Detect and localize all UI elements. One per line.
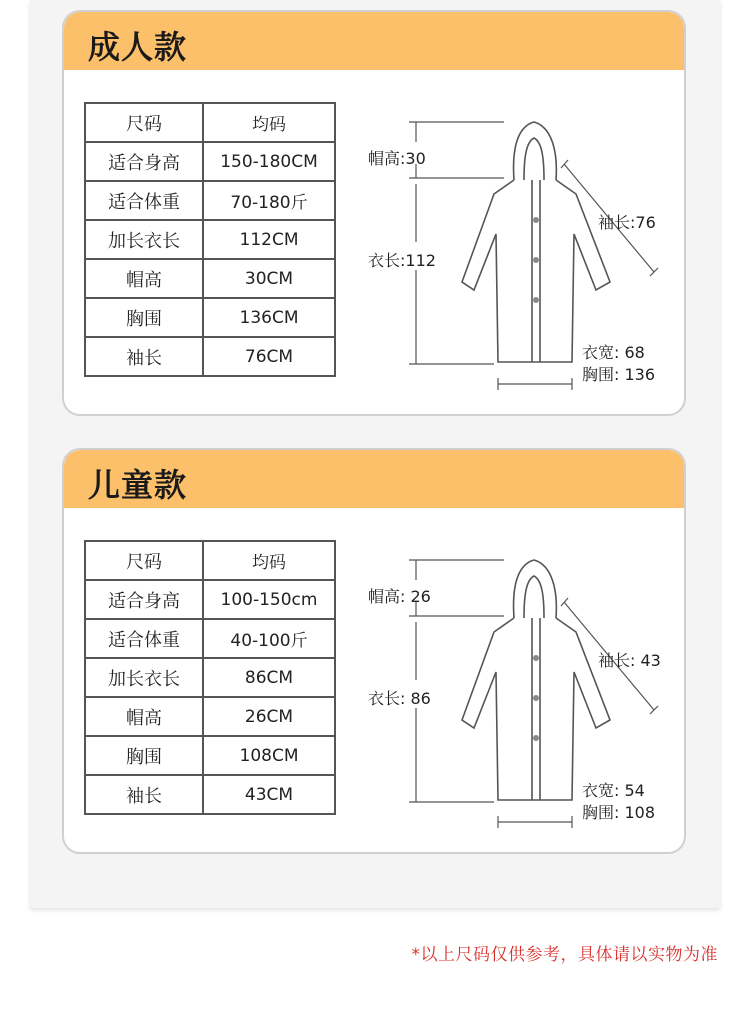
chest-label: 胸围: 136 bbox=[582, 365, 656, 384]
row-value: 86CM bbox=[203, 658, 335, 697]
row-value: 40-100斤 bbox=[203, 619, 335, 658]
table-header-row bbox=[85, 103, 335, 142]
table-row bbox=[85, 181, 335, 220]
header-cell: 均码 bbox=[203, 541, 335, 580]
size-disclaimer: *以上尺码仅供参考，具体请以实物为准 bbox=[411, 945, 718, 965]
adult-size-section bbox=[62, 10, 686, 416]
row-value: 136CM bbox=[203, 298, 335, 337]
coat-width-label: 衣宽: 68 bbox=[582, 343, 645, 362]
hood-height-label: 帽高:30 bbox=[368, 149, 426, 168]
table-row bbox=[85, 259, 335, 298]
kids-title: 儿童款 bbox=[88, 466, 188, 504]
table-row bbox=[85, 298, 335, 337]
table-row bbox=[85, 658, 335, 697]
header-cell: 尺码 bbox=[85, 541, 203, 580]
adult-banner bbox=[64, 12, 684, 70]
table-row bbox=[85, 619, 335, 658]
row-value: 30CM bbox=[203, 259, 335, 298]
row-label: 适合身高 bbox=[85, 142, 203, 181]
row-label: 加长衣长 bbox=[85, 220, 203, 259]
kids-size-table bbox=[84, 540, 336, 815]
adult-title: 成人款 bbox=[88, 28, 188, 66]
row-label: 适合体重 bbox=[85, 619, 203, 658]
table-row bbox=[85, 775, 335, 814]
table-row bbox=[85, 142, 335, 181]
table-row bbox=[85, 697, 335, 736]
kids-banner bbox=[64, 450, 684, 508]
row-label: 袖长 bbox=[85, 775, 203, 814]
header-cell: 均码 bbox=[203, 103, 335, 142]
kids-raincoat-diagram bbox=[364, 510, 684, 830]
header-cell: 尺码 bbox=[85, 103, 203, 142]
coat-length-label: 衣长: 86 bbox=[368, 689, 431, 708]
row-label: 加长衣长 bbox=[85, 658, 203, 697]
row-value: 112CM bbox=[203, 220, 335, 259]
coat-width-label: 衣宽: 54 bbox=[582, 781, 645, 800]
row-value: 150-180CM bbox=[203, 142, 335, 181]
row-value: 76CM bbox=[203, 337, 335, 376]
table-header-row bbox=[85, 541, 335, 580]
row-label: 胸围 bbox=[85, 736, 203, 775]
row-value: 43CM bbox=[203, 775, 335, 814]
table-row bbox=[85, 337, 335, 376]
coat-length-label: 衣长:112 bbox=[368, 251, 436, 270]
hood-height-label: 帽高: 26 bbox=[368, 587, 431, 606]
table-row bbox=[85, 220, 335, 259]
row-label: 帽高 bbox=[85, 259, 203, 298]
row-label: 帽高 bbox=[85, 697, 203, 736]
row-value: 100-150cm bbox=[203, 580, 335, 619]
table-row bbox=[85, 580, 335, 619]
kids-size-section bbox=[62, 448, 686, 854]
sleeve-length-label: 袖长: 43 bbox=[598, 651, 661, 670]
row-label: 袖长 bbox=[85, 337, 203, 376]
row-label: 胸围 bbox=[85, 298, 203, 337]
table-row bbox=[85, 736, 335, 775]
adult-size-table bbox=[84, 102, 336, 377]
sleeve-length-label: 袖长:76 bbox=[598, 213, 656, 232]
adult-raincoat-diagram bbox=[364, 72, 684, 392]
row-value: 70-180斤 bbox=[203, 181, 335, 220]
row-value: 26CM bbox=[203, 697, 335, 736]
row-label: 适合体重 bbox=[85, 181, 203, 220]
chest-label: 胸围: 108 bbox=[582, 803, 656, 822]
row-label: 适合身高 bbox=[85, 580, 203, 619]
row-value: 108CM bbox=[203, 736, 335, 775]
